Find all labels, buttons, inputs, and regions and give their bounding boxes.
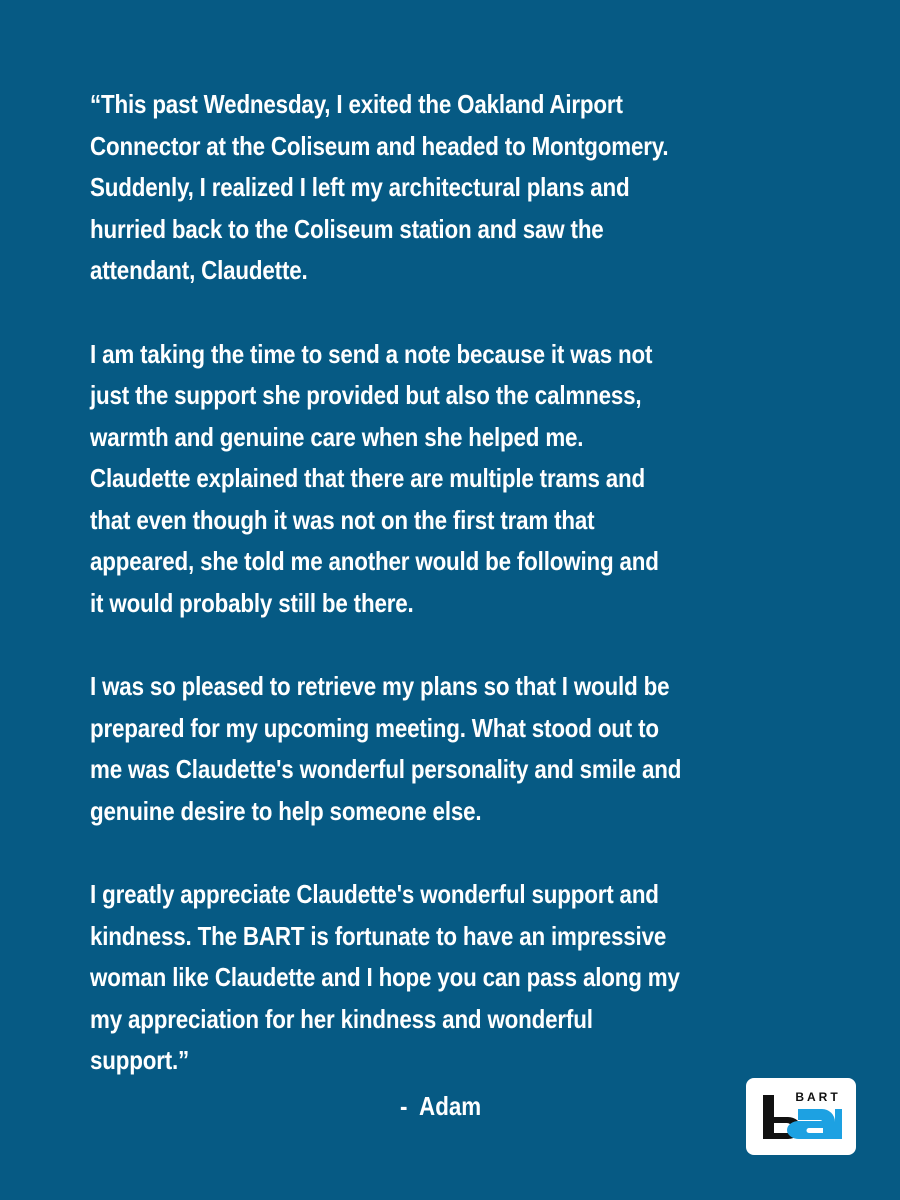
quote-line: Connector at the Coliseum and headed to Montgomery. [90,130,669,161]
quote-line: just the support she provided but also the calmness, [90,380,642,410]
quote-line: me was Claudette's wonderful personality and smile and [90,754,682,784]
quote-line: I greatly appreciate Claudette's wonderful support and [90,879,659,909]
quote-line: genuine desire to help someone else. [90,795,482,826]
quote-line: I am taking the time to send a note because it was not [90,338,653,369]
bart-logo [746,1078,856,1155]
quote-line: my appreciation for her kindness and wonderful [90,1003,593,1034]
quote-line: support.” [90,1045,190,1075]
signature: - Adam [400,1091,482,1121]
quote-line: that even though it was not on the first tram that [90,504,595,535]
quote-line: Claudette explained that there are multiple trams and [90,463,645,493]
quote-paragraph-4 [90,874,830,1082]
quote-paragraph-2 [90,334,830,625]
quote-line: warmth and genuine care when she helped me. [90,421,584,452]
quote-line: I was so pleased to retrieve my plans so that I would be [90,671,670,701]
quote-line: kindness. The BART is fortunate to have an impressive [90,920,667,951]
quote-line: woman like Claudette and I hope you can pass along my [90,962,680,992]
quote-card [90,84,830,1082]
quote-line: appeared, she told me another would be following and [90,546,659,576]
quote-line: Suddenly, I realized I left my architectural plans and [90,172,630,202]
quote-paragraph-1 [90,84,830,292]
quote-paragraph-3 [90,666,830,832]
quote-line: hurried back to the Coliseum station and saw the [90,213,604,244]
quote-line: it would probably still be there. [90,587,414,618]
quote-line: prepared for my upcoming meeting. What stood out to [90,712,659,743]
quote-line: attendant, Claudette. [90,255,308,285]
bart-wordmark: BART [795,1090,841,1104]
quote-line: “This past Wednesday, I exited the Oakland Airport [90,89,623,119]
bart-logo-icon [746,1078,856,1155]
